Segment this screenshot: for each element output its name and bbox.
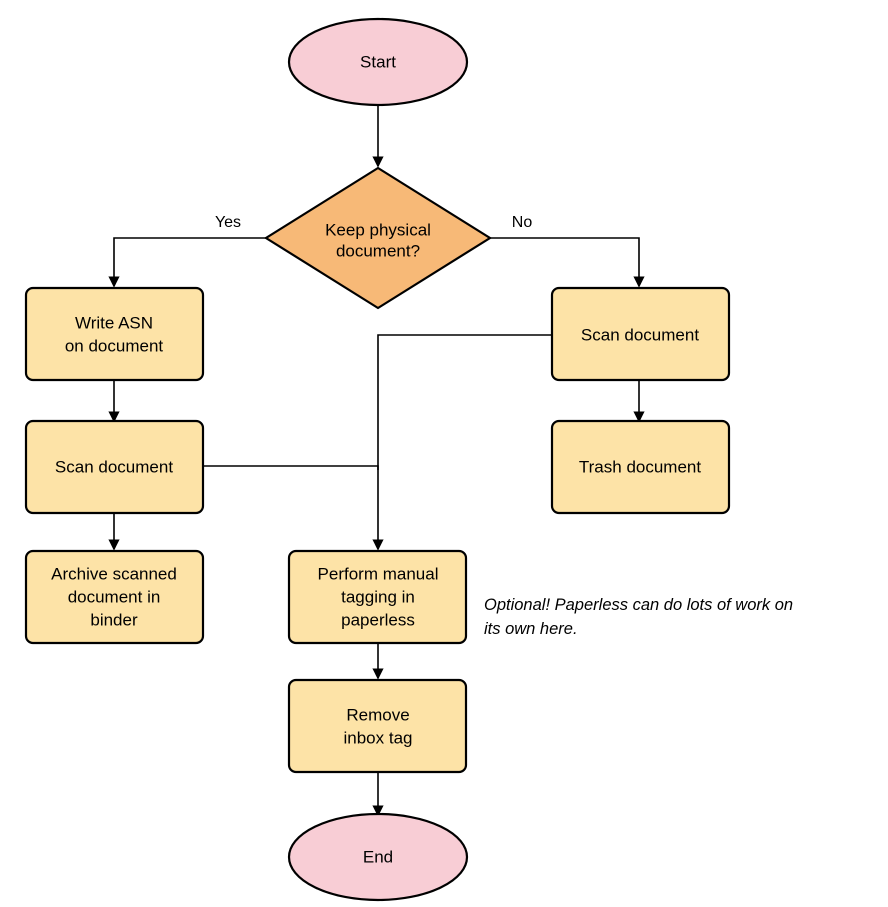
annotation-note-line2: its own here.	[484, 620, 578, 638]
node-remove-inbox-tag	[289, 680, 466, 772]
node-scan-document-right-label: Scan document	[580, 325, 700, 345]
node-scan-document-right	[552, 288, 729, 380]
node-trash-document-label: Trash document	[578, 457, 702, 477]
node-decision-keep-physical-document	[266, 168, 490, 308]
node-archive-label-line3: binder	[90, 610, 138, 630]
node-perform-manual-tagging	[289, 551, 466, 643]
node-write-asn-label-line1: Write ASN	[74, 313, 154, 333]
node-scan-document-left	[26, 421, 203, 513]
annotation-note	[484, 596, 793, 638]
node-trash-document	[552, 421, 729, 513]
node-decision-label-line2: document?	[335, 241, 421, 261]
node-end-label: End	[362, 847, 394, 867]
node-tagging-label-line2: tagging in	[341, 587, 415, 607]
node-archive-scanned-document	[26, 551, 203, 643]
edge-scan-left-to-tagging	[204, 466, 378, 549]
node-start-label: Start	[360, 52, 396, 72]
node-decision-label-line1: Keep physical	[325, 220, 431, 240]
node-archive-label-line1: Archive scanned	[51, 564, 177, 584]
node-end	[289, 814, 467, 900]
node-remove-inbox-label-line2: inbox tag	[343, 728, 413, 748]
node-start	[289, 19, 467, 105]
node-remove-inbox-label-line1: Remove	[346, 705, 410, 725]
edge-decision-to-write-asn	[114, 238, 266, 286]
edge-label-no: No	[511, 214, 533, 231]
edge-label-yes: Yes	[214, 214, 242, 231]
edge-scan-right-to-tagging	[378, 335, 552, 470]
node-archive-label-line2: document in	[67, 587, 161, 607]
node-write-asn-label-line2: on document	[64, 336, 164, 356]
edge-decision-to-scan-right	[490, 238, 639, 286]
node-scan-document-left-label: Scan document	[54, 457, 174, 477]
annotation-note-line1: Optional! Paperless can do lots of work on	[484, 596, 794, 614]
node-tagging-label-line3: paperless	[341, 610, 415, 630]
node-write-asn	[26, 288, 203, 380]
node-tagging-label-line1: Perform manual	[317, 564, 439, 584]
